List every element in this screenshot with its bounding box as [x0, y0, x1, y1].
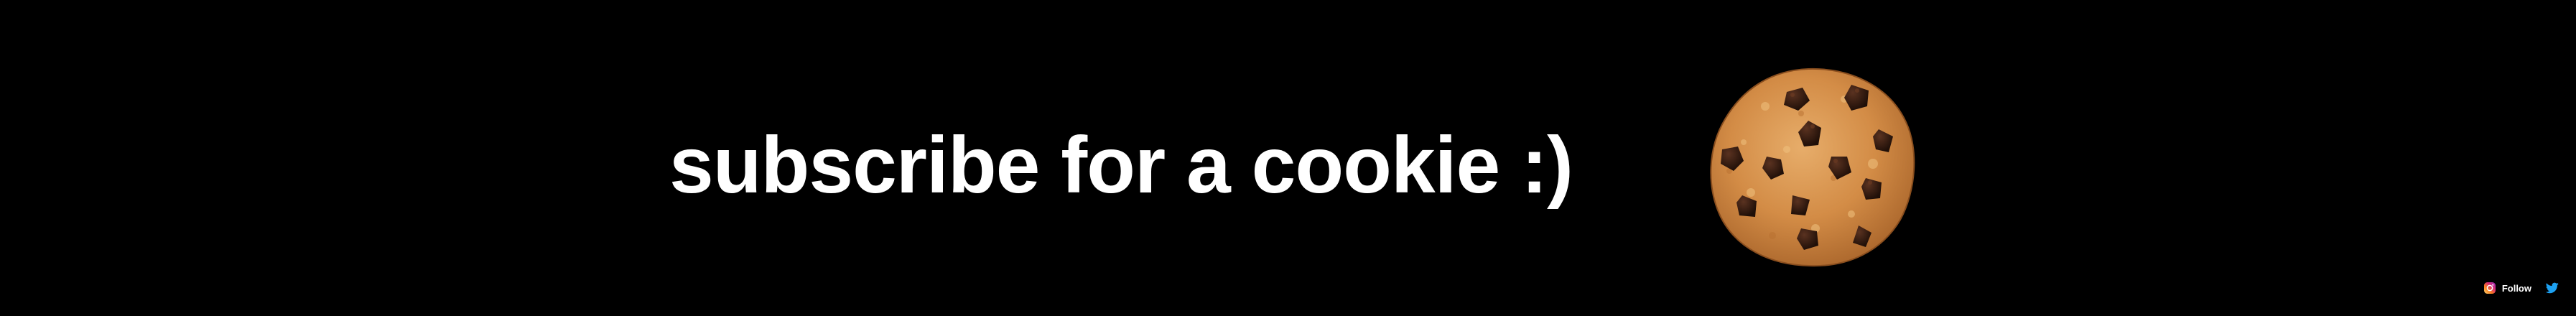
follow-label: Follow [2501, 282, 2531, 294]
instagram-follow-button[interactable] [2479, 277, 2536, 299]
twitter-icon[interactable] [2546, 282, 2559, 294]
instagram-icon [2483, 282, 2496, 294]
cookie-icon [1701, 63, 1923, 271]
banner-headline: subscribe for a cookie :) [669, 121, 1573, 210]
social-links [2479, 276, 2559, 300]
